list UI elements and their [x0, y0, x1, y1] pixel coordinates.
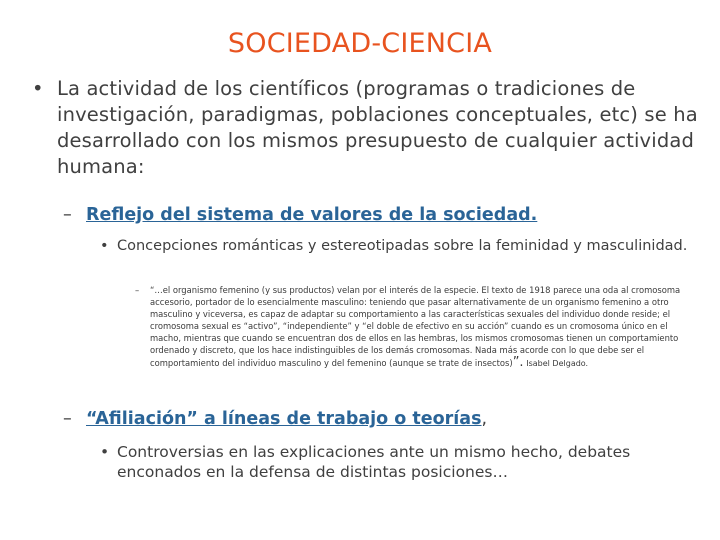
- dash-marker: –: [63, 409, 72, 429]
- sub-sub-bullet-controversies: [100, 442, 700, 482]
- bullet-marker: •: [100, 238, 109, 254]
- bullet-marker: •: [100, 443, 110, 461]
- dash-marker: –: [63, 205, 72, 225]
- quote-closing: ”.: [512, 354, 524, 370]
- main-bullet-text: La actividad de los científicos (programas o tradiciones de investigación, paradigmas, poblaciones conceptuales, etc) se ha desarrollado con los mismos presupuesto de cualquier actividad humana:: [57, 77, 698, 178]
- quote-bullet: [135, 284, 687, 370]
- sub-sub-bullet-controversies-text: Controversias en las explicaciones ante un mismo hecho, debates enconados en la defensa de distintas posiciones…: [117, 443, 631, 481]
- sub-sub-bullet-conceptions-text: Concepciones románticas y estereotipadas sobre la feminidad y masculinidad.: [117, 238, 688, 254]
- dash-marker: –: [135, 285, 140, 295]
- bullet-marker: •: [32, 77, 44, 100]
- sub-bullet-values: [63, 204, 703, 227]
- quote-text: “…el organismo femenino (y sus productos) velan por el interés de la especie. El texto de 1918 parece una oda al cromosoma accesorio, portador de lo esencialmente masculino: teniendo que pasar alternativamente de un organismo femenino a otro masculino y viceversa, es capaz de adaptar su comportamiento a las características sexuales del individuo donde reside; el cromosoma sexual es “activo”, “independiente” y “el doble de efectivo en su acción” cuando es un cromosoma único en el macho, mientras que cuando se encuentran dos de ellos en las hembras, los mismos cromosomas tienen un comportamiento ordenado y discreto, que los hace indistinguibles de los demás cromosomas. Nada más acorde con lo que debe ser el comportamiento del individuo masculino y del femenino (aunque se trate de insectos): [150, 285, 681, 368]
- main-bullet: [32, 76, 702, 180]
- sub-bullet-affiliation-text: “Afiliación” a líneas de trabajo o teorías: [86, 409, 482, 429]
- sub-bullet-affiliation-paragraph: [86, 408, 703, 431]
- sub-bullet-affiliation: [63, 408, 703, 431]
- quote-author: Isabel Delgado.: [526, 358, 589, 368]
- slide-title: SOCIEDAD-CIENCIA: [227, 28, 493, 59]
- sub-bullet-values-text: Reflejo del sistema de valores de la sociedad.: [86, 205, 538, 225]
- sub-bullet-affiliation-suffix: ,: [481, 409, 488, 429]
- sub-sub-bullet-conceptions: [100, 236, 700, 256]
- quote-paragraph: [150, 284, 687, 370]
